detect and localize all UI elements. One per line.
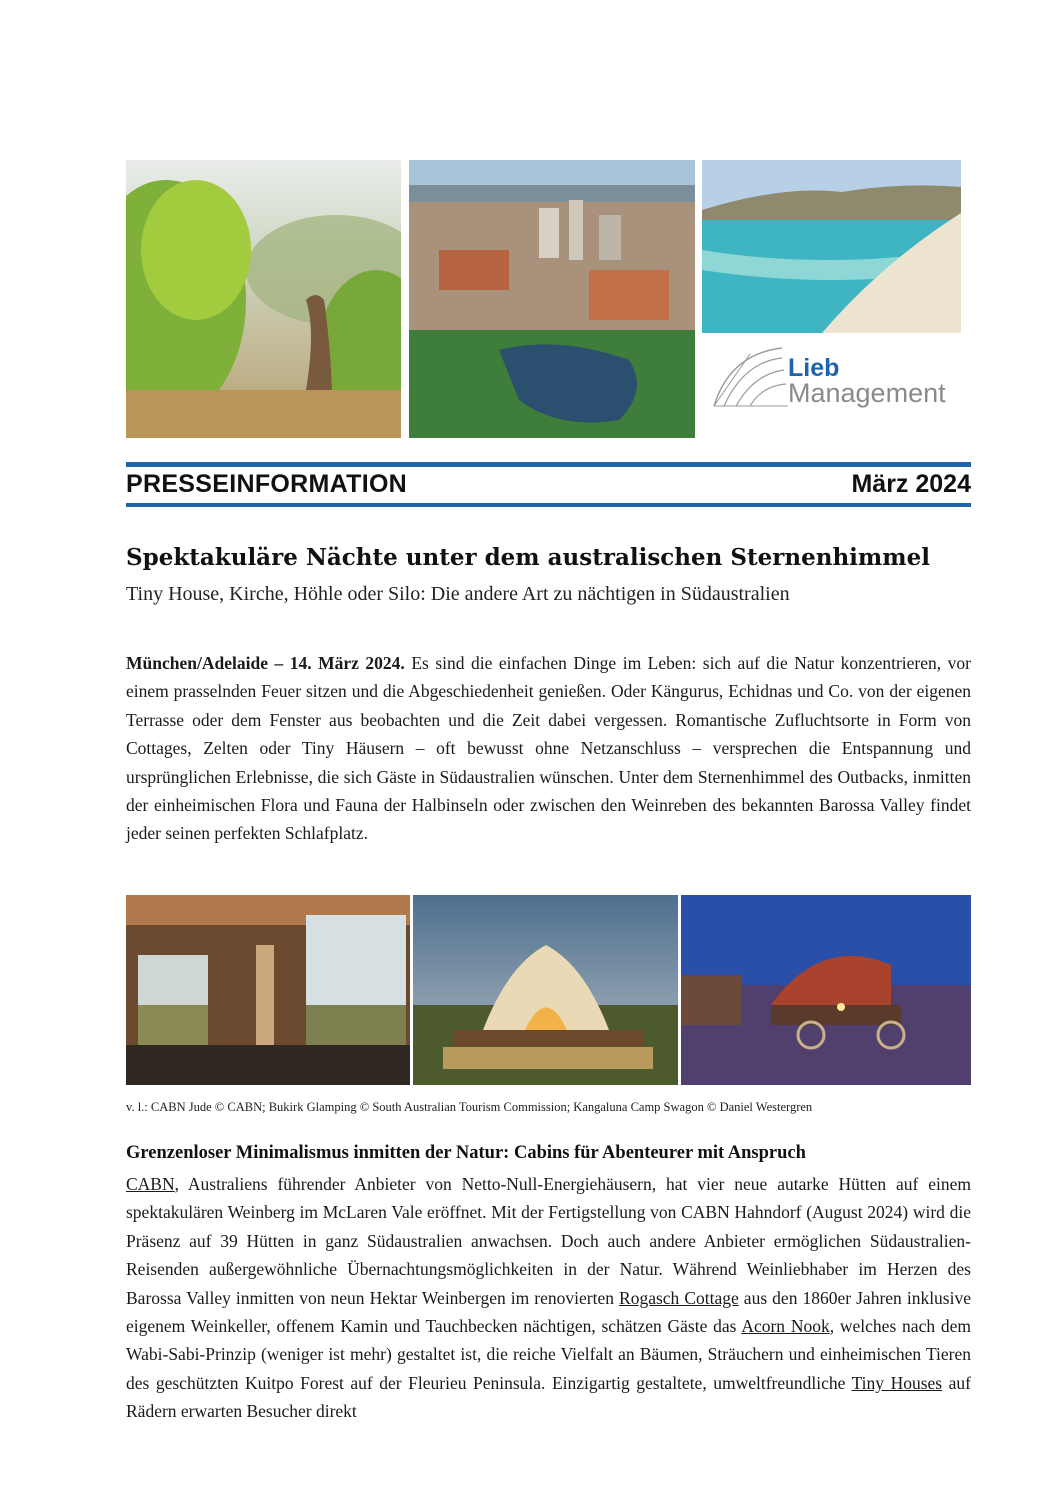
- link-acorn-nook[interactable]: Acorn Nook: [741, 1316, 830, 1337]
- photo-caption: v. l.: CABN Jude © CABN; Bukirk Glamping © South Australian Tourism Commission; Kangaluna Camp Swagon © Daniel Westergren: [126, 1100, 813, 1114]
- header-rule-top: [126, 462, 971, 467]
- section-text-3: , welches nach dem Wabi-Sabi-Prinzip (weniger ist mehr) gestaltet ist, die reiche Vielfalt an Bäumen, Sträuchern und einheimischen Tieren des geschützten Kuitpo Forest auf der Fleurieu Peninsula. Einzigartig gestaltete, umweltfreundliche: [126, 1316, 972, 1393]
- beach-coast-photo: [702, 160, 961, 333]
- cabn-jude-interior-photo: [126, 895, 410, 1085]
- page-subtitle: Tiny House, Kirche, Höhle oder Silo: Die andere Art zu nächtigen in Südaustralien: [126, 583, 790, 605]
- header-date: März 2024: [851, 470, 971, 498]
- section-text-1: , Australiens führender Anbieter von Netto-Null-Energiehäusern, hat vier neue autarke Hütten auf einem spektakulären Weinberg im McLaren Vale eröffnet. Mit der Fertigstellung von CABN Hahndorf (August 2024) wird die Präsenz auf 39 Hütten in ganz Südaustralien anwachsen. Doch auch andere Anbieter ermöglichen Südaustralien-Reisenden außergewöhnliche Übernachtungsmöglichkeiten in der Natur. Während Weinliebhaber im Herzen des Barossa Valley inmitten von neun Hektar Weinbergen im renovierten: [126, 1174, 971, 1308]
- link-cabn[interactable]: CABN: [126, 1174, 175, 1194]
- kangaluna-swagon-photo: [681, 895, 971, 1085]
- section-paragraph: [126, 1170, 971, 1426]
- link-rogasch-cottage[interactable]: Rogasch Cottage: [619, 1287, 739, 1308]
- page-title: Spektakuläre Nächte unter dem australischen Sternenhimmel: [126, 544, 930, 571]
- logo-text-lieb: Lieb: [788, 354, 840, 382]
- kangaroo-vineyard-photo: [126, 160, 401, 438]
- adelaide-aerial-photo: [409, 160, 695, 438]
- header-title: PRESSEINFORMATION: [126, 470, 408, 498]
- intro-paragraph: [126, 649, 971, 848]
- intro-text: Es sind die einfachen Dinge im Leben: sich auf die Natur konzentrieren, vor einem prasselnden Feuer sitzen und die Abgeschiedenheit genießen. Oder Kängurus, Echidnas und Co. von der eigenen Terrasse oder dem Fenster aus beobachten und die Zeit dabei vergessen. Romantische Zufluchtsorte in Form von Cottages, Zelten oder Tiny Häusern – oft bewusst ohne Netzanschluss – versprechen die Entspannung und ursprünglichen Erlebnisse, die sich Gäste in Südaustralien wünschen. Unter dem Sternenhimmel des Outbacks, inmitten der einheimischen Flora und Fauna der Halbinseln oder zwischen den Weinreben des bekannten Barossa Valley findet jeder seinen perfekten Schlafplatz.: [126, 653, 971, 844]
- lieb-management-logo: [706, 340, 961, 415]
- section-heading: Grenzenloser Minimalismus inmitten der Natur: Cabins für Abenteurer mit Anspruch: [126, 1143, 806, 1163]
- dateline: München/Adelaide – 14. März 2024.: [126, 653, 405, 673]
- link-tiny-houses[interactable]: Tiny Houses: [851, 1372, 943, 1393]
- header-rule-bottom: [126, 503, 971, 507]
- globe-arc-icon: [710, 344, 788, 410]
- section-text-2: aus den 1860er Jahren inklusive eigenem Weinkeller, offenem Kamin und Tauchbecken nächtigen, schätzen Gäste das: [126, 1287, 972, 1337]
- bukirk-glamping-tent-photo: [413, 895, 678, 1085]
- logo-text-management: Management: [788, 378, 946, 408]
- section-text-4: auf Rädern erwarten Besucher direkt: [126, 1372, 971, 1422]
